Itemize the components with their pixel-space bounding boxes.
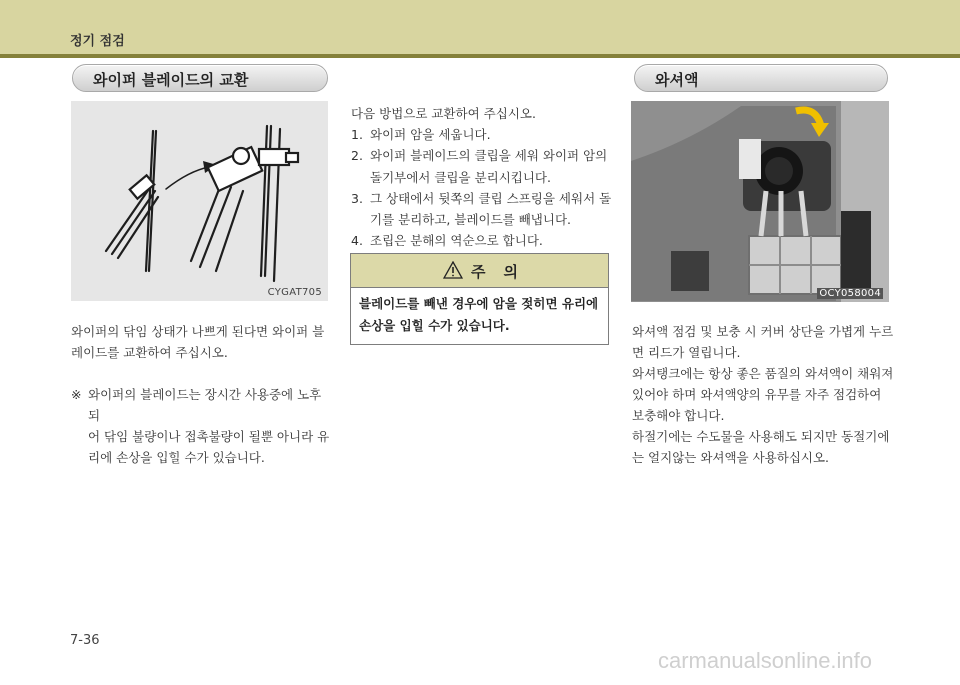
step-number: 3. (351, 190, 363, 206)
section-heading-washer-fluid (634, 64, 888, 92)
text-line: 블레이드를 빼낸 경우에 암을 젖히면 유리에 (359, 296, 599, 311)
section-heading-wiper-blade (72, 64, 328, 92)
warning-triangle-icon (443, 261, 463, 279)
page-header-title: 정기 점검 (70, 34, 125, 49)
text-line: 어 닦임 불량이나 접촉불량이 될뿐 아니라 유 (88, 429, 330, 444)
washer-fluid-photo (631, 101, 889, 302)
text-line: 와이퍼 암을 세웁니다. (370, 127, 491, 143)
text-line: 와셔액 점검 및 보충 시 커버 상단을 가볍게 누르 (632, 324, 894, 339)
step-number: 1. (351, 127, 363, 143)
page-number: 7-36 (70, 633, 100, 648)
wiper-paragraph (71, 321, 333, 363)
text-line: 레이드를 교환하여 주십시오. (71, 345, 228, 360)
replacement-steps (351, 103, 613, 251)
wiper-blade-drawing (71, 101, 328, 301)
caution-box (350, 253, 609, 345)
section-title: 와이퍼 블레이드의 교환 (93, 71, 249, 89)
step-item (351, 188, 613, 230)
text-line: 있어야 하며 와셔액양의 유무를 자주 점검하여 (632, 387, 882, 402)
step-item (351, 230, 613, 251)
text-line: 하절기에는 수도물을 사용해도 되지만 동절기에 (632, 429, 890, 444)
text-line: 와셔탱크에는 항상 좋은 품질의 와셔액이 채워져 (632, 366, 894, 381)
text-line: 면 리드가 열립니다. (632, 345, 741, 360)
watermark: carmanualsonline.info (658, 648, 873, 673)
step-item (351, 145, 613, 187)
step-number: 2. (351, 148, 363, 164)
caution-body (351, 288, 608, 342)
text-line: 와이퍼의 닦임 상태가 나쁘게 된다면 와이퍼 블 (71, 324, 325, 339)
text-line: 리에 손상을 입힐 수가 있습니다. (88, 450, 265, 465)
text-line: 와이퍼 블레이드의 클립을 세워 와이퍼 암의 (370, 148, 608, 164)
text-line: 는 얼지않는 와셔액을 사용하십시오. (632, 450, 830, 465)
note-mark: ※ (71, 387, 82, 402)
wiper-blade-illustration (71, 101, 328, 301)
text-line: 그 상태에서 뒷쪽의 클립 스프링을 세워서 돌 (370, 190, 612, 206)
step-item (351, 124, 613, 145)
washer-paragraph (632, 321, 894, 468)
text-line: 보충해야 합니다. (632, 408, 725, 423)
text-line: 손상을 입힐 수가 있습니다. (359, 318, 510, 333)
header-rule (0, 54, 960, 58)
wiper-note (71, 384, 333, 468)
washer-reservoir-drawing (631, 101, 889, 302)
text-line: 돌기부에서 클립을 분리시킵니다. (370, 169, 551, 185)
figure-code: CYGAT705 (267, 287, 322, 298)
caution-header (351, 254, 608, 288)
steps-intro: 다음 방법으로 교환하여 주십시오. (351, 106, 536, 121)
caution-title: 주의 (471, 263, 536, 281)
text-line: 조립은 분해의 역순으로 합니다. (370, 233, 543, 249)
step-number: 4. (351, 233, 363, 249)
header-band (0, 0, 960, 54)
figure-code: OCY058004 (819, 288, 881, 299)
text-line: 와이퍼의 블레이드는 장시간 사용중에 노후되 (88, 387, 322, 423)
section-title: 와셔액 (655, 71, 699, 89)
text-line: 기를 분리하고, 블레이드를 빼냅니다. (370, 212, 571, 228)
